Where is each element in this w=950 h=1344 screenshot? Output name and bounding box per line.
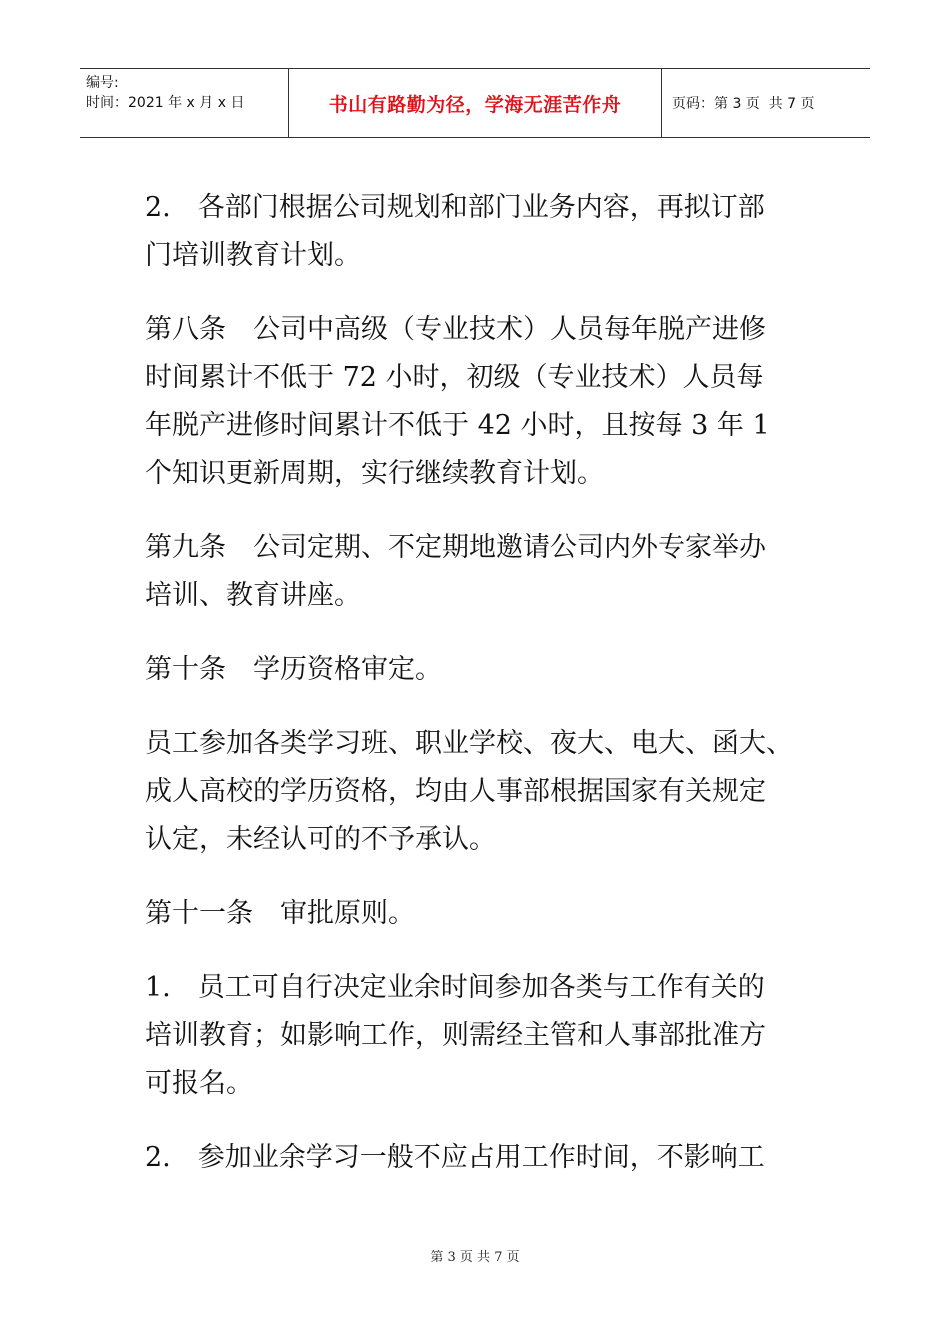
text-line: 门培训教育计划。 (145, 240, 361, 271)
header-motto: 书山有路勤为径，学海无涯苦作舟 (289, 69, 662, 137)
text-line: 1. 员工可自行决定业余时间参加各类与工作有关的 (145, 972, 765, 1003)
text-line: 第八条 公司中高级（专业技术）人员每年脱产进修 (145, 314, 766, 345)
text-line: 个知识更新周期，实行继续教育计划。 (145, 458, 604, 489)
text-line: 2. 参加业余学习一般不应占用工作时间，不影响工 (145, 1142, 765, 1173)
text-line: 2. 各部门根据公司规划和部门业务内容，再拟订部 (145, 192, 765, 223)
paragraph (145, 964, 825, 1108)
text-line: 培训教育；如影响工作，则需经主管和人事部批准方 (145, 1020, 766, 1051)
text-line: 年脱产进修时间累计不低于 42 小时，且按每 3 年 1 (145, 410, 770, 441)
text-line: 员工参加各类学习班、职业学校、夜大、电大、函大、 (145, 728, 793, 759)
text-line: 可报名。 (145, 1068, 253, 1099)
text-line: 第九条 公司定期、不定期地邀请公司内外专家举办 (145, 532, 766, 563)
text-line: 第十条 学历资格审定。 (145, 654, 442, 685)
paragraph (145, 306, 825, 498)
header-page-info (662, 69, 870, 137)
page-footer: 第 3 页 共 7 页 (430, 1250, 520, 1265)
document-body (145, 184, 825, 1208)
text-line: 第十一条 审批原则。 (145, 898, 415, 929)
text-line: 成人高校的学历资格，均由人事部根据国家有关规定 (145, 776, 766, 807)
doc-date: 时间：2021 年 x 月 x 日 (86, 95, 245, 111)
header-meta (80, 69, 289, 137)
text-line: 时间累计不低于 72 小时，初级（专业技术）人员每 (145, 362, 764, 393)
paragraph (145, 524, 825, 620)
paragraph (145, 646, 825, 694)
paragraph (145, 720, 825, 864)
text-line: 认定，未经认可的不予承认。 (145, 824, 496, 855)
paragraph (145, 890, 825, 938)
text-line: 培训、教育讲座。 (145, 580, 361, 611)
page-info-text: 页码：第 3 页 共 7 页 (672, 96, 815, 112)
paragraph (145, 1134, 825, 1182)
page-header (80, 68, 870, 138)
paragraph (145, 184, 825, 280)
doc-number-label: 编号: (86, 75, 119, 91)
